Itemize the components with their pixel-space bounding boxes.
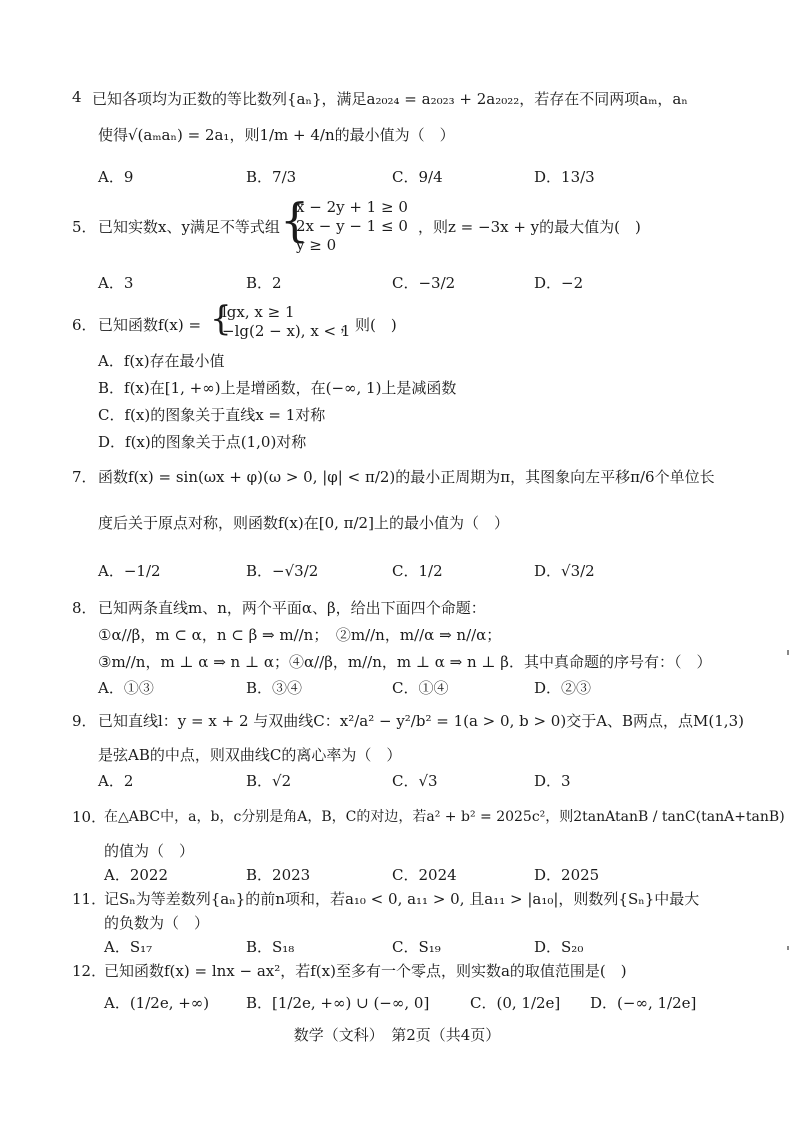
question-12-number: 12． <box>72 962 107 980</box>
question-9-number: 9． <box>72 712 97 730</box>
question-10-option-a: A．2022 <box>104 866 169 884</box>
question-5-option-d: D．−2 <box>534 274 584 292</box>
question-4-number: 4 <box>72 88 82 106</box>
question-12-line-1: 已知函数f(x) = lnx − ax²，若f(x)至多有一个零点，则实数a的取值范围是( ) <box>104 962 627 980</box>
question-8-line-1: 已知两条直线m、n，两个平面α、β，给出下面四个命题： <box>98 599 486 617</box>
question-8-option-a: A．①③ <box>98 679 154 697</box>
question-6-brace: { <box>210 299 232 339</box>
question-10-number: 10． <box>72 808 107 826</box>
question-10-option-d: D．2025 <box>534 866 600 884</box>
question-4-option-b: B．7/3 <box>246 168 297 186</box>
question-7-option-d: D．√3/2 <box>534 562 595 580</box>
question-5-option-a: A．3 <box>98 274 134 292</box>
question-12-option-b: B．[1/2e, +∞) ∪ (−∞, 0] <box>246 994 430 1012</box>
question-12-option-c: C．(0, 1/2e] <box>470 994 561 1012</box>
question-5-ineq-1: x − 2y + 1 ≥ 0 <box>296 198 408 216</box>
question-11-option-b: B．S₁₈ <box>246 938 295 956</box>
question-10-option-b: B．2023 <box>246 866 311 884</box>
question-5-option-c: C．−3/2 <box>392 274 456 292</box>
question-6-text-after: ，则( ) <box>340 316 397 334</box>
question-7-option-b: B．−√3/2 <box>246 562 319 580</box>
question-12-option-a: A．(1/2e, +∞) <box>104 994 210 1012</box>
question-7-number: 7． <box>72 468 97 486</box>
question-10-line-1: 在△ABC中，a，b，c分别是角A，B，C的对边，若a² + b² = 2025c²，则2tanAtanB / tanC(tanA+tanB) <box>104 809 785 825</box>
question-7-line-1: 函数f(x) = sin(ωx + φ)(ω > 0, |φ| < π/2)的最小正周期为π，其图象向左平移π/6个单位长 <box>98 468 715 486</box>
question-6-option-d: D．f(x)的图象关于点(1,0)对称 <box>98 433 307 451</box>
question-8-number: 8． <box>72 599 97 617</box>
question-5-text-after: ，则z = −3x + y的最大值为( ) <box>418 218 641 236</box>
question-9-line-1: 已知直线l：y = x + 2 与双曲线C：x²/a² − y²/b² = 1(a > 0, b > 0)交于A、B两点，点M(1,3) <box>98 712 744 730</box>
question-6-number: 6． <box>72 316 97 334</box>
question-8-line-3: ③m//n，m ⊥ α ⇒ n ⊥ α；④α//β，m//n，m ⊥ α ⇒ n ⊥ β．其中真命题的序号有：（ ） <box>98 653 712 671</box>
question-5-number: 5． <box>72 218 97 236</box>
question-5-option-b: B．2 <box>246 274 282 292</box>
question-10-option-c: C．2024 <box>392 866 457 884</box>
scan-speck <box>787 946 789 950</box>
question-4-option-a: A．9 <box>98 168 134 186</box>
question-9-option-a: A．2 <box>98 772 134 790</box>
question-8-option-d: D．②③ <box>534 679 592 697</box>
question-4-option-d: D．13/3 <box>534 168 595 186</box>
question-5-text-before: 已知实数x、y满足不等式组 <box>98 218 280 236</box>
question-6-option-b: B．f(x)在[1, +∞)上是增函数，在(−∞, 1)上是减函数 <box>98 379 457 397</box>
scan-speck <box>787 650 789 655</box>
question-9-option-d: D．3 <box>534 772 571 790</box>
question-6-option-a: A．f(x)存在最小值 <box>98 352 225 370</box>
question-11-number: 11． <box>72 890 107 908</box>
question-7-option-a: A．−1/2 <box>98 562 161 580</box>
question-9-line-2: 是弦AB的中点，则双曲线C的离心率为（ ） <box>98 746 402 764</box>
question-4-line-2: 使得√(aₘaₙ) = 2a₁，则1/m + 4/n的最小值为（ ） <box>98 126 455 144</box>
question-5-ineq-2: 2x − y − 1 ≤ 0 <box>296 217 408 235</box>
question-12-option-d: D．(−∞, 1/2e] <box>590 994 697 1012</box>
question-8-line-2: ①α//β，m ⊂ α，n ⊂ β ⇒ m//n； ②m//n，m//α ⇒ n//α； <box>98 626 502 644</box>
question-6-option-c: C．f(x)的图象关于直线x = 1对称 <box>98 406 326 424</box>
question-6-text-before: 已知函数f(x) = <box>98 316 202 334</box>
question-8-option-c: C．①④ <box>392 679 449 697</box>
question-11-option-c: C．S₁₉ <box>392 938 441 956</box>
question-8-option-b: B．③④ <box>246 679 303 697</box>
question-7-option-c: C．1/2 <box>392 562 443 580</box>
question-6-case-2: −lg(2 − x), x < 1 <box>222 322 351 340</box>
question-10-line-2: 的值为（ ） <box>104 842 195 860</box>
question-4-option-c: C．9/4 <box>392 168 443 186</box>
question-9-option-c: C．√3 <box>392 772 438 790</box>
question-11-line-2: 的负数为（ ） <box>104 914 210 932</box>
question-7-line-2: 度后关于原点对称，则函数f(x)在[0, π/2]上的最小值为（ ） <box>98 514 509 532</box>
question-4-line-1: 已知各项均为正数的等比数列{aₙ}，满足a₂₀₂₄ = a₂₀₂₃ + 2a₂₀₂₂，若存在不同两项aₘ，aₙ <box>92 90 688 108</box>
question-5-ineq-3: y ≥ 0 <box>296 236 337 254</box>
question-11-option-a: A．S₁₇ <box>104 938 153 956</box>
question-9-option-b: B．√2 <box>246 772 292 790</box>
question-11-line-1: 记Sₙ为等差数列{aₙ}的前n项和，若a₁₀ < 0, a₁₁ > 0, 且a₁₁ > |a₁₀|，则数列{Sₙ}中最大 <box>104 890 700 908</box>
question-5-brace: { <box>280 193 310 247</box>
question-11-option-d: D．S₂₀ <box>534 938 584 956</box>
page-footer: 数学（文科） 第2页（共4页） <box>293 1026 501 1044</box>
question-6-case-1: lgx, x ≥ 1 <box>222 303 295 321</box>
